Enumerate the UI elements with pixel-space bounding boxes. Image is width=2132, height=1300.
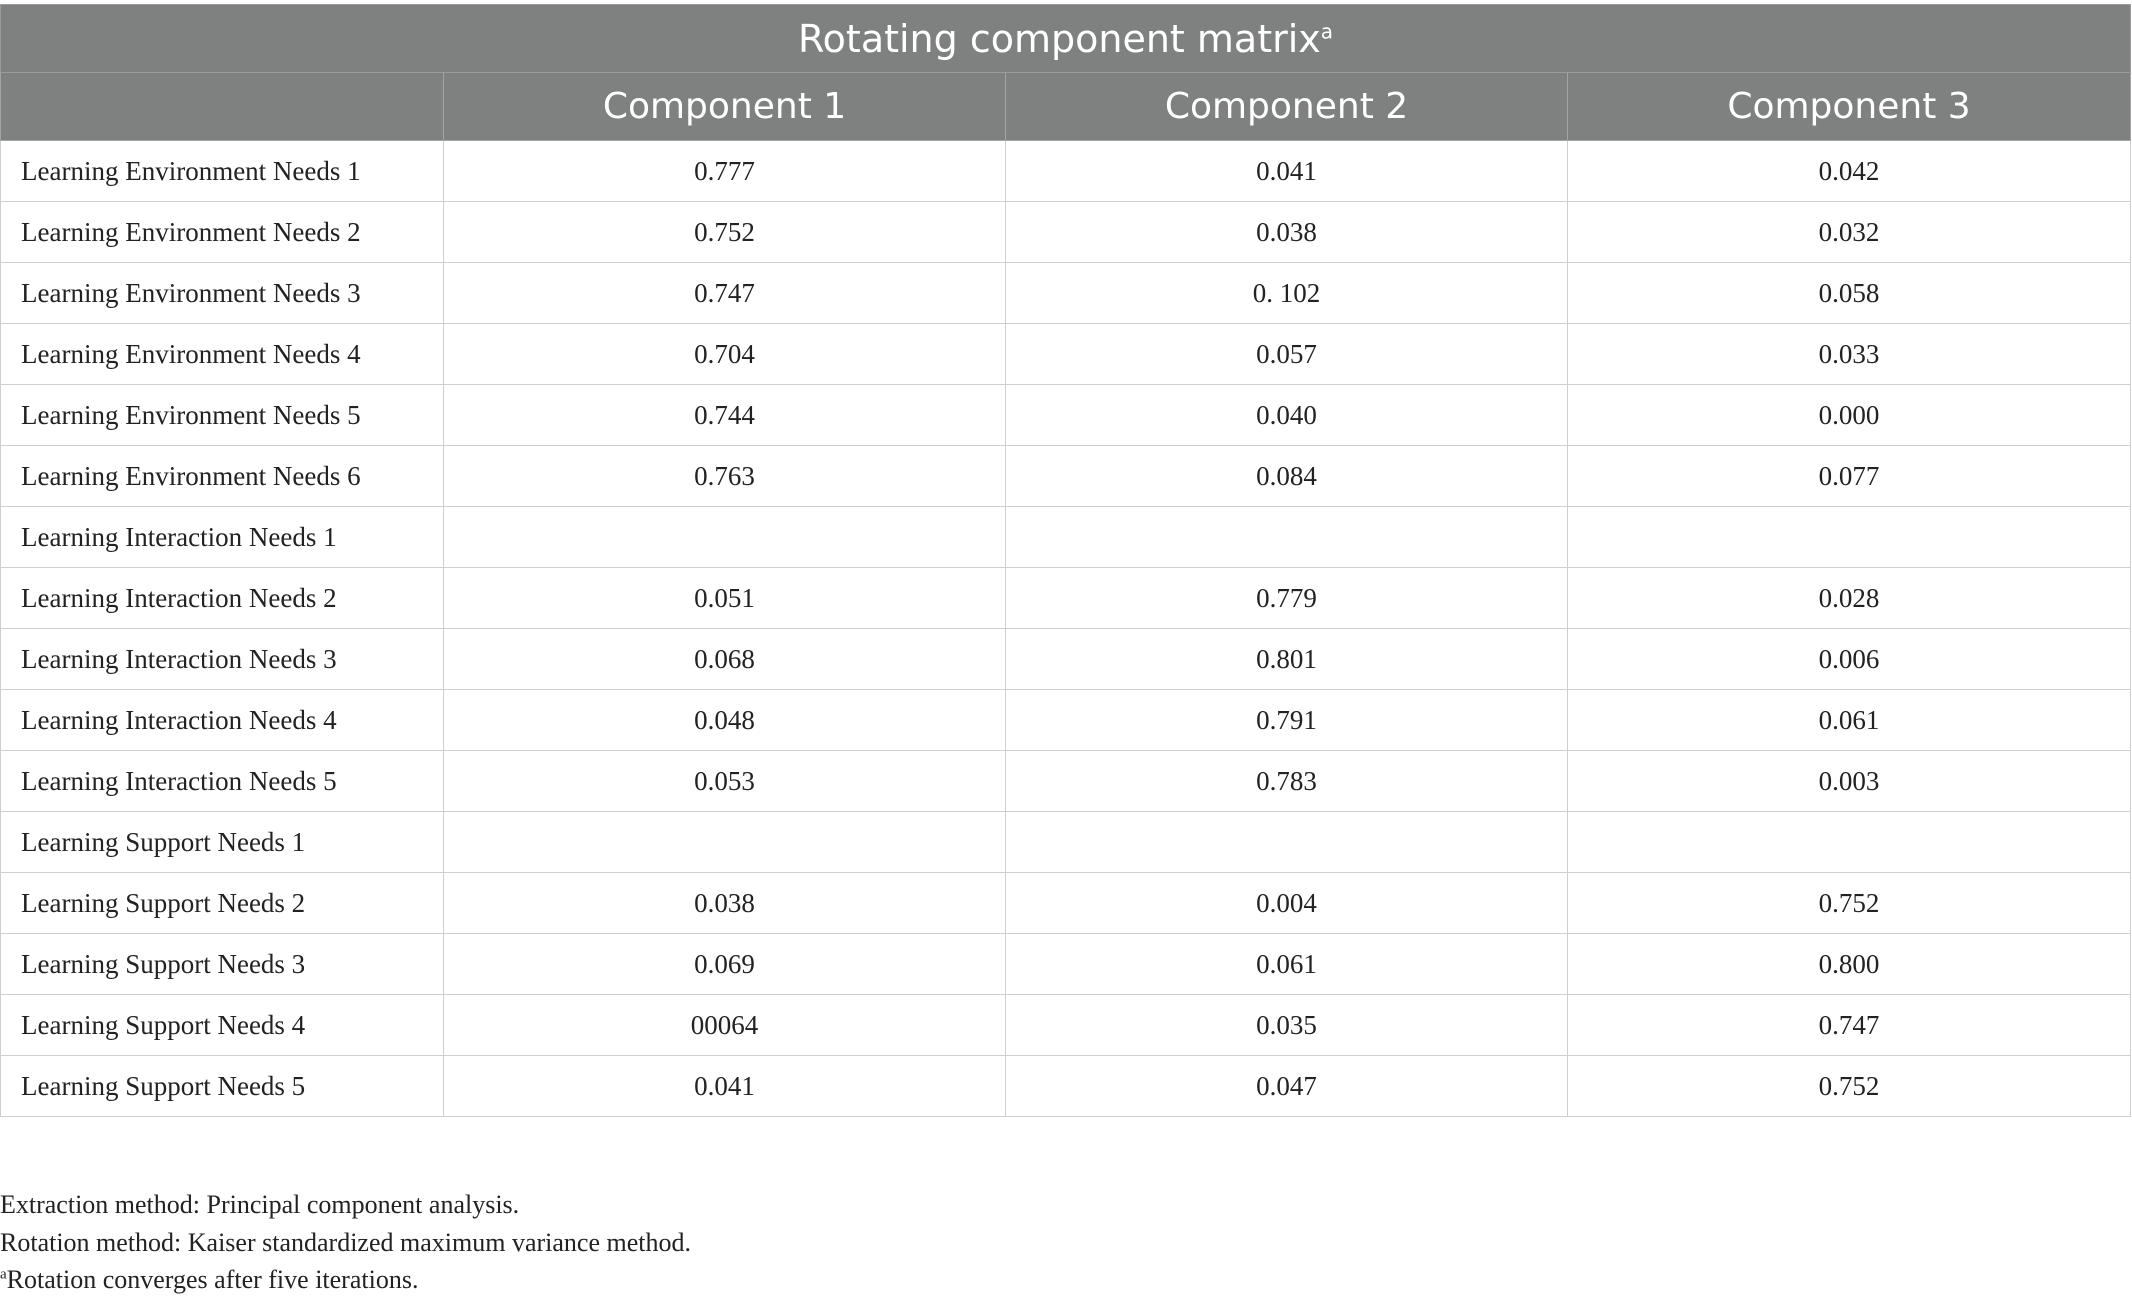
row-label: Learning Support Needs 2 <box>1 873 444 934</box>
table-row <box>1 507 2131 568</box>
component-3-value: 0.752 <box>1568 1056 2131 1117</box>
title-row <box>1 5 2131 73</box>
component-1-value: 0.777 <box>444 141 1006 202</box>
component-3-value: 0.028 <box>1568 568 2131 629</box>
table-row <box>1 1056 2131 1117</box>
row-label: Learning Environment Needs 5 <box>1 385 444 446</box>
table-row <box>1 263 2131 324</box>
component-2-value: 0.047 <box>1006 1056 1568 1117</box>
component-2-value: 0.801 <box>1006 629 1568 690</box>
component-1-value: 00064 <box>444 995 1006 1056</box>
table-row <box>1 995 2131 1056</box>
component-1-value: 0.747 <box>444 263 1006 324</box>
rotation-note: Rotation method: Kaiser standardized maximum variance method. <box>0 1227 691 1257</box>
row-label: Learning Support Needs 3 <box>1 934 444 995</box>
table-body <box>1 141 2131 1117</box>
component-1-value: 0.041 <box>444 1056 1006 1117</box>
component-3-value: 0.747 <box>1568 995 2131 1056</box>
table-row <box>1 629 2131 690</box>
table-row <box>1 324 2131 385</box>
row-label: Learning Interaction Needs 3 <box>1 629 444 690</box>
component-1-value: 0.053 <box>444 751 1006 812</box>
footnote-text: Rotation converges after five iterations. <box>6 1265 419 1294</box>
component-1-value: 0.744 <box>444 385 1006 446</box>
component-3-value: 0.003 <box>1568 751 2131 812</box>
row-label: Learning Interaction Needs 4 <box>1 690 444 751</box>
extraction-note: Extraction method: Principal component analysis. <box>0 1190 520 1219</box>
component-3-value: 0.077 <box>1568 446 2131 507</box>
rotating-component-matrix-table <box>0 4 2131 1117</box>
component-2-value: 0.783 <box>1006 751 1568 812</box>
column-header-component-1: Component 1 <box>444 73 1006 141</box>
component-1-value: 0.051 <box>444 568 1006 629</box>
table-title-text: Rotating component matrix <box>797 16 1321 61</box>
table-row <box>1 202 2131 263</box>
row-label: Learning Support Needs 5 <box>1 1056 444 1117</box>
row-label: Learning Environment Needs 1 <box>1 141 444 202</box>
column-header-label <box>1 73 444 141</box>
component-1-value: 0.048 <box>444 690 1006 751</box>
row-label: Learning Interaction Needs 5 <box>1 751 444 812</box>
component-2-value: 0.061 <box>1006 934 1568 995</box>
table-row <box>1 812 2131 873</box>
component-2-value: 0.040 <box>1006 385 1568 446</box>
column-header-row <box>1 73 2131 141</box>
row-label: Learning Interaction Needs 1 <box>1 507 444 568</box>
component-2-value: 0.038 <box>1006 202 1568 263</box>
component-1-value: 0.069 <box>444 934 1006 995</box>
table-title-footnote-marker: a <box>1320 18 1334 43</box>
component-3-value: 0.058 <box>1568 263 2131 324</box>
component-2-value: 0.779 <box>1006 568 1568 629</box>
row-label: Learning Environment Needs 4 <box>1 324 444 385</box>
row-label: Learning Environment Needs 2 <box>1 202 444 263</box>
component-2-value: 0.041 <box>1006 141 1568 202</box>
component-2-value: 0.084 <box>1006 446 1568 507</box>
component-3-value: 0.006 <box>1568 629 2131 690</box>
table-row <box>1 385 2131 446</box>
component-3-value: 0.800 <box>1568 934 2131 995</box>
component-3-value: 0.042 <box>1568 141 2131 202</box>
component-1-value <box>444 812 1006 873</box>
table-row <box>1 690 2131 751</box>
table-row <box>1 446 2131 507</box>
column-header-component-2: Component 2 <box>1006 73 1568 141</box>
component-2-value: 0.057 <box>1006 324 1568 385</box>
row-label: Learning Environment Needs 3 <box>1 263 444 324</box>
component-2-value <box>1006 507 1568 568</box>
component-2-value: 0.791 <box>1006 690 1568 751</box>
component-1-value: 0.038 <box>444 873 1006 934</box>
table-row <box>1 141 2131 202</box>
component-1-value: 0.068 <box>444 629 1006 690</box>
row-label: Learning Support Needs 1 <box>1 812 444 873</box>
convergence-footnote <box>0 1261 691 1299</box>
component-3-value <box>1568 507 2131 568</box>
component-3-value: 0.752 <box>1568 873 2131 934</box>
component-3-value: 0.032 <box>1568 202 2131 263</box>
table-title <box>1 5 2131 73</box>
component-3-value: 0.033 <box>1568 324 2131 385</box>
table-row <box>1 873 2131 934</box>
component-2-value: 0.004 <box>1006 873 1568 934</box>
component-1-value: 0.763 <box>444 446 1006 507</box>
component-3-value: 0.000 <box>1568 385 2131 446</box>
row-label: Learning Support Needs 4 <box>1 995 444 1056</box>
table-row <box>1 751 2131 812</box>
component-3-value <box>1568 812 2131 873</box>
component-2-value: 0.035 <box>1006 995 1568 1056</box>
table-row <box>1 568 2131 629</box>
row-label: Learning Interaction Needs 2 <box>1 568 444 629</box>
table-row <box>1 934 2131 995</box>
row-label: Learning Environment Needs 6 <box>1 446 444 507</box>
component-1-value <box>444 507 1006 568</box>
component-2-value <box>1006 812 1568 873</box>
table-container <box>0 4 2132 1117</box>
component-2-value: 0. 102 <box>1006 263 1568 324</box>
footnote-marker: a <box>0 1266 7 1283</box>
column-header-component-3: Component 3 <box>1568 73 2131 141</box>
component-1-value: 0.752 <box>444 202 1006 263</box>
table-notes <box>0 1186 691 1299</box>
component-3-value: 0.061 <box>1568 690 2131 751</box>
component-1-value: 0.704 <box>444 324 1006 385</box>
